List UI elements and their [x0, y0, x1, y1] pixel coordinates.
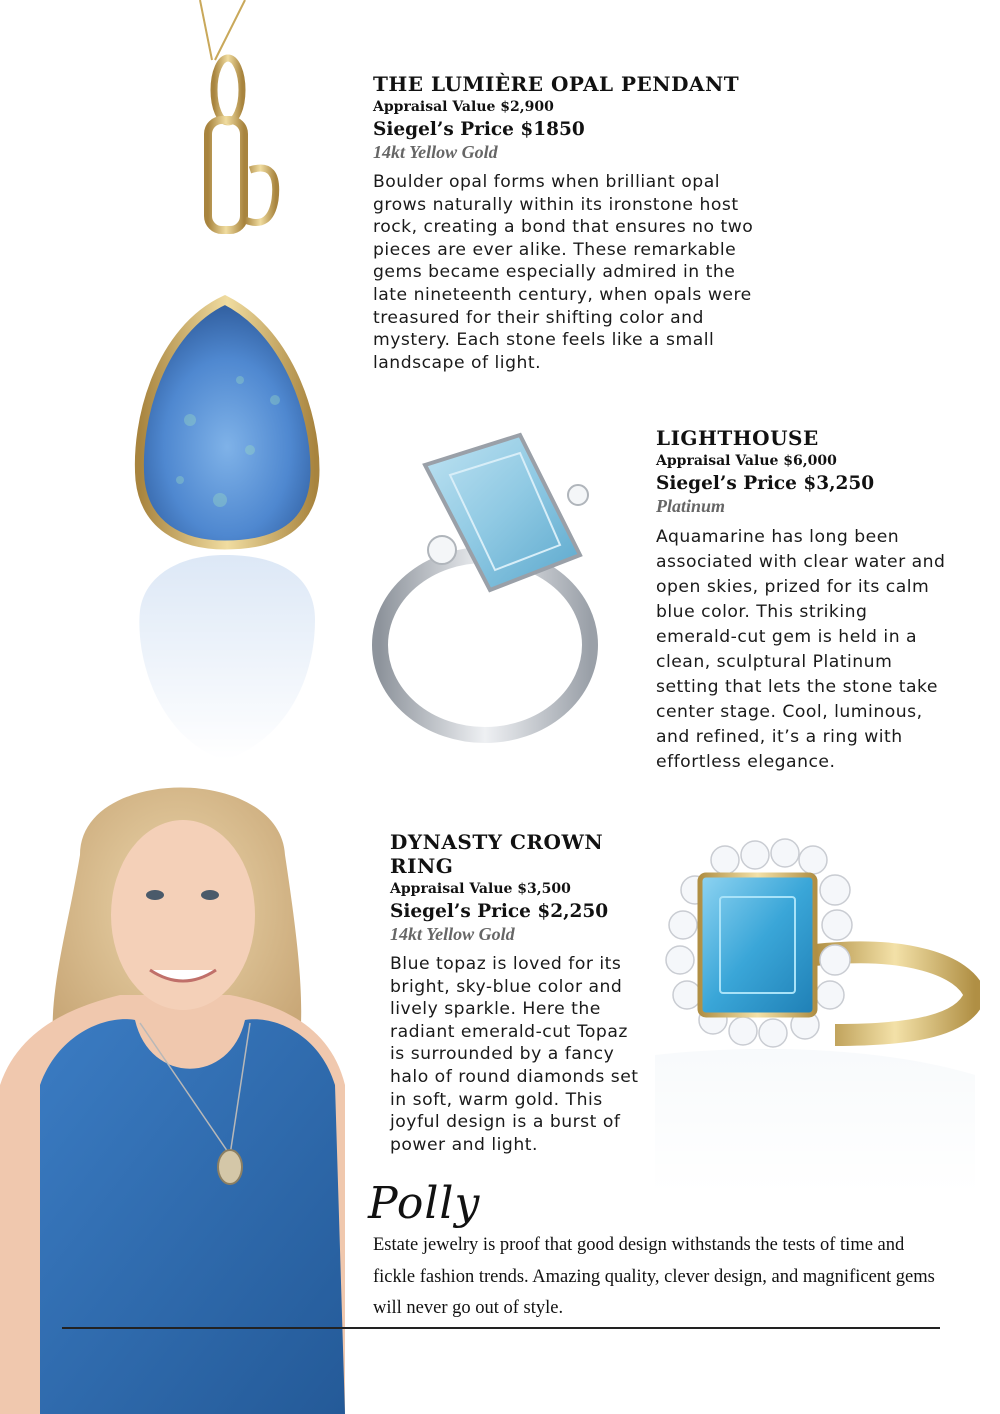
metal-type: Platinum: [656, 496, 726, 516]
metal-type: 14kt Yellow Gold: [373, 142, 498, 162]
item-opal-pendant: [373, 72, 773, 374]
item-description: Blue topaz is loved for its bright, sky-blue color and lively sparkle. Here the radiant emerald-cut Topaz is surrounded by a fancy halo of round diamonds set in soft, warm gold. This joyful design is a burst of power and light.: [390, 954, 639, 1155]
item-description: Aquamarine has long been associated with clear water and open skies, prized for its calm blue color. This striking emerald-cut gem is held in a clean, sculptural Platinum setting that lets the stone take center stage. Cool, luminous, and refined, it’s a ring with effortless elegance.: [656, 527, 946, 772]
appraisal-value: Appraisal Value $3,500: [390, 881, 571, 897]
item-title: THE LUMIÈRE OPAL PENDANT: [373, 72, 740, 96]
topaz-ring-image: [645, 835, 980, 1195]
item-lighthouse: [656, 426, 951, 775]
siegels-price: Siegel’s Price $1850: [373, 119, 585, 140]
aquamarine-ring-image: [370, 425, 625, 745]
item-title: DYNASTY CROWN RING: [390, 830, 604, 878]
item-title: LIGHTHOUSE: [656, 426, 819, 450]
appraisal-value: Appraisal Value $2,900: [373, 99, 554, 115]
portrait-image: [0, 755, 345, 1414]
siegels-price: Siegel’s Price $3,250: [656, 473, 875, 494]
signature-quote: Estate jewelry is proof that good design withstands the tests of time and fickle fashion trends. Amazing quality, clever design, and magnificent gems will never go out of style.: [373, 1235, 935, 1318]
opal-pendant-image: [100, 0, 340, 760]
bottom-divider: [62, 1327, 940, 1329]
item-dynasty-crown-ring: [390, 830, 645, 1156]
siegels-price: Siegel’s Price $2,250: [390, 901, 609, 922]
item-description: Boulder opal forms when brilliant opal grows naturally within its ironstone host rock, creating a bond that ensures no two pieces are ever alike. These remarkable gems became especially admired in the late nineteenth century, when opals were treasured for their shifting color and mystery. Each stone feels like a small landscape of light.: [373, 172, 754, 373]
metal-type: 14kt Yellow Gold: [390, 924, 515, 944]
appraisal-value: Appraisal Value $6,000: [656, 453, 837, 469]
signature-name: Polly: [368, 1178, 481, 1229]
